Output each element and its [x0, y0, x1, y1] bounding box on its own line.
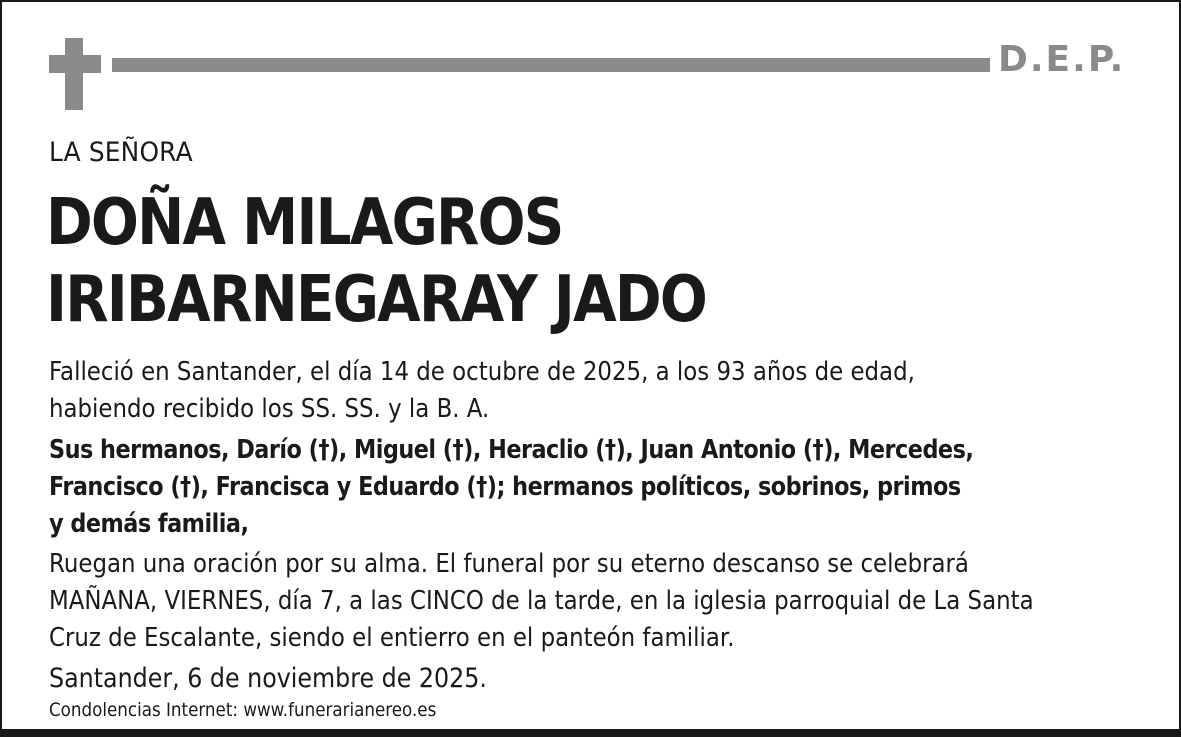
deceased-name-line-2: IRIBARNEGARAY JADO: [46, 263, 707, 337]
death-line: Falleció en Santander, el día 14 de octubre de 2025, a los 93 años de edad,: [49, 357, 915, 387]
funeral-paragraph: [49, 546, 1034, 657]
family-paragraph: [49, 432, 973, 543]
dep-label: D.E.P.: [998, 39, 1126, 80]
death-paragraph: [49, 354, 915, 428]
header-rule: [112, 58, 990, 72]
funeral-line: Ruegan una oración por su alma. El funeral por su eterno descanso se celebrará: [49, 549, 969, 579]
cross-icon: [49, 38, 101, 110]
condolences-link: Condolencias Internet: www.funerarianereo.es: [49, 699, 437, 721]
deceased-name-line-1: DOÑA MILAGROS: [46, 186, 563, 260]
funeral-line: Cruz de Escalante, siendo el entierro en el panteón familiar.: [49, 623, 735, 653]
family-line: Sus hermanos, Darío (†), Miguel (†), Heraclio (†), Juan Antonio (†), Mercedes,: [49, 435, 974, 465]
honorific: LA SEÑORA: [49, 137, 193, 168]
place-date: Santander, 6 de noviembre de 2025.: [49, 663, 487, 694]
death-line: habiendo recibido los SS. SS. y la B. A.: [49, 394, 490, 424]
funeral-line: MAÑANA, VIERNES, día 7, a las CINCO de la tarde, en la iglesia parroquial de La Santa: [49, 586, 1034, 616]
family-line: y demás familia,: [49, 509, 249, 539]
family-line: Francisco (†), Francisca y Eduardo (†); hermanos políticos, sobrinos, primos: [49, 472, 961, 502]
